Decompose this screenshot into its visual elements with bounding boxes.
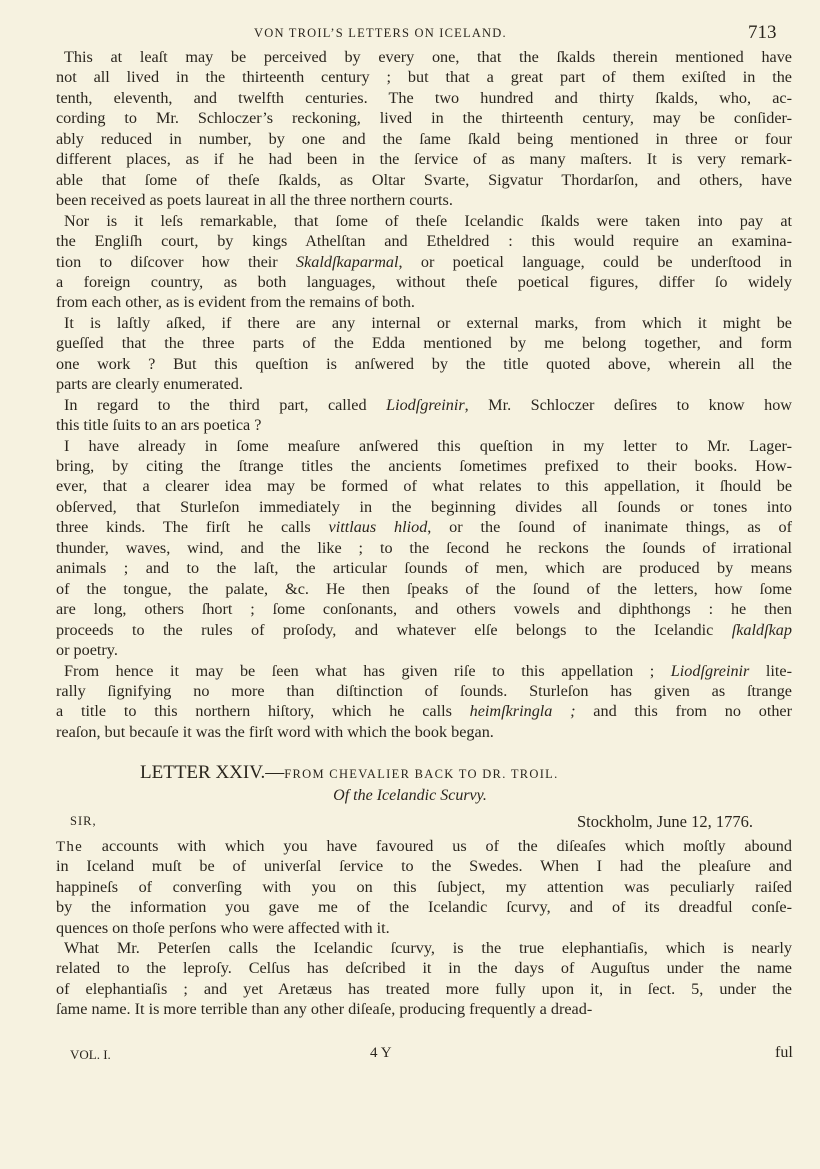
text-segment: obſerved, that Sturleſon immediately in the beginning divides all ſounds or tones into [56,497,792,516]
place-date: Stockholm, June 12, 1776. [577,812,753,831]
text-segment: the Engliſh court, by kings Athelſtan and Etheldred : this would require an examina- [56,232,792,251]
text-segment: Nor is it leſs remarkable, that ſome of theſe Icelandic ſkalds were taken into pay at [64,211,792,230]
text-line [64,47,792,67]
text-segment: reaſon, but becauſe it was the firſt word with which the book began. [56,722,494,741]
text-line [64,313,792,333]
text-segment: ever, that a clearer idea may be formed of what relates to this appellation, it ſhould be [56,477,792,496]
text-segment: This at leaſt may be perceived by every one, that the ſkalds therein mentioned have [64,48,792,66]
letter-subtitle: Of the Icelandic Scurvy. [333,787,487,804]
text-line [56,67,792,87]
text-line [56,333,792,353]
text-segment: Liodſgreinir [386,395,465,414]
text-line [56,149,792,169]
text-segment: or poetry. [56,641,118,660]
text-line [56,918,792,938]
letter-number: LETTER XXIV. [140,762,266,783]
text-line [56,538,792,558]
text-line [56,252,792,272]
text-segment: of the tongue, the palate, &c. He then ſpeaks of the ſound of the letters, how ſome [56,579,792,598]
signature-mark: 4 Y [370,1045,392,1061]
text-segment: From hence it may be ſeen what has given riſe to this appellation ; [64,661,671,680]
text-line [64,395,792,415]
text-line [56,877,792,897]
text-segment: of elephantiaſis ; and yet Aretæus has treated more fully upon it, in ſect. 5, under the [56,979,792,998]
volume-mark: VOL. I. [70,1047,111,1062]
page-header [0,22,820,46]
text-segment: been received as poets laureat in all the three northern courts. [56,191,453,210]
text-segment: lite- [749,661,792,680]
text-line [56,701,792,721]
letter-heading [140,762,559,784]
text-segment: It is laſtly aſked, if there are any internal or external marks, from which it might be [64,313,792,332]
text-line [56,456,792,476]
text-segment: vittlaus hliod [328,518,428,537]
text-segment: animals ; and to the laſt, the articular ſounds of men, which are produced by means [56,559,792,578]
text-segment: one work ? But this queſtion is anſwered by the title quoted above, wherein all the [56,354,792,373]
text-line [56,88,792,108]
text-line [64,661,792,681]
text-line [56,517,792,537]
text-segment: thunder, waves, wind, and the like ; to the ſecond he reckons the ſounds of irrational [56,538,792,557]
text-line [56,897,792,917]
text-line [56,170,792,190]
text-line [56,374,792,394]
text-segment: I have already in ſome meaſure anſwered this queſtion in my letter to Mr. Lager- [64,436,792,455]
text-segment: a foreign country, as both languages, without theſe poetical figures, differ ſo widely [56,272,792,291]
text-segment: this title ſuits to an ars poetica ? [56,416,262,435]
text-line [56,129,792,149]
text-segment: bring, by citing the ſtrange titles the ancients ſometimes prefixed to their books. How- [56,457,792,475]
text-line [64,938,792,958]
text-segment: quences on thoſe perſons who were affected with it. [56,918,390,937]
text-segment: ſame name. It is more terrible than any other diſeaſe, producing frequently a dread- [56,1000,593,1019]
text-segment: three kinds. The firſt he calls [56,518,329,537]
text-segment: cording to Mr. Schloczer’s reckoning, lived in the thirteenth century, may be conſider- [56,109,792,128]
catchword: ful [775,1044,793,1061]
text-segment: , or the ſound of inanimate things, as of [427,518,792,537]
text-line [56,836,792,857]
text-segment: tenth, eleventh, and twelfth centuries. The two hundred and thirty ſkalds, who, ac- [56,88,792,107]
text-line [64,211,792,231]
text-segment: from each other, as is evident from the remains of both. [56,293,415,312]
text-line [56,497,792,517]
text-segment: able that ſome of theſe ſkalds, as Oltar Svarte, Sigvatur Thordarſon, and others, have [56,170,792,189]
text-line [56,640,792,660]
text-segment: , or poetical language, could be underſtood in [398,252,792,271]
text-line [56,620,792,640]
text-line [56,958,792,978]
text-line [64,436,792,456]
text-segment: happineſs of converſing with you on this ſubject, my attention was peculiarly raiſed [56,877,792,896]
text-segment: , Mr. Schloczer deſires to know how [464,395,792,414]
salutation: SIR, [70,814,97,828]
text-segment: tion to diſcover how their [56,252,296,271]
text-line [56,231,792,251]
text-line [56,999,792,1019]
text-segment: gueſſed that the three parts of the Edda mentioned by me belong together, and form [56,334,792,353]
text-segment: different places, as if he had been in the ſervice of as many maſters. It is very remark- [56,150,792,169]
text-line [56,190,792,210]
dash: — [265,762,285,783]
text-line [56,979,792,999]
text-segment: by the information you gave me of the Icelandic ſcurvy, and of its dreadful conſe- [56,898,792,917]
text-segment: parts are clearly enumerated. [56,375,243,394]
text-line [56,722,792,742]
text-line [56,272,792,292]
text-line [56,415,792,435]
page-number: 713 [748,22,777,43]
text-segment: Skaldſkaparmal [295,252,399,271]
text-segment: in Iceland muſt be of univerſal ſervice to the Swedes. When I had the pleaſure and [56,857,792,876]
text-segment: Liodſgreinir [670,661,750,680]
text-segment: In regard to the third part, called [64,395,387,414]
text-segment: accounts with which you have favoured us of the diſeaſes which moſtly abound [82,837,792,855]
text-line [56,108,792,128]
text-line [56,681,792,701]
letter-from: FROM CHEVALIER BACK TO DR. TROIL. [284,767,559,781]
text-line [56,558,792,578]
text-line [56,856,792,876]
text-segment: a title to this northern hiſtory, which he calls [56,702,470,721]
text-segment: related to the leproſy. Celſus has deſcribed it in the days of Auguſtus under the name [56,959,792,978]
text-line [56,476,792,496]
text-segment: not all lived in the thirteenth century ; but that a great part of them exiſted in the [56,68,792,87]
text-segment: and this from no other [575,702,792,721]
text-line [56,354,792,374]
text-line [56,579,792,599]
text-segment: The [56,839,83,855]
text-segment: heimſkringla ; [469,702,576,721]
text-line [56,599,792,619]
running-title: VON TROIL’S LETTERS ON ICELAND. [254,26,507,40]
text-segment: rally ſignifying no more than diſtinction of ſounds. Sturleſon has given as ſtrange [56,681,792,700]
text-segment: proceeds to the rules of proſody, and whatever elſe belongs to the Icelandic [56,620,732,639]
text-line [56,292,792,312]
text-segment: ſkaldſkap [731,620,792,639]
text-segment: are long, others ſhort ; ſome conſonants, and others vowels and diphthongs : he then [56,600,792,619]
text-segment: ably reduced in number, by one and the ſame ſkald being mentioned in three or four [56,129,792,148]
text-segment: What Mr. Peterſen calls the Icelandic ſcurvy, is the true elephantiaſis, which is nearly [64,939,792,957]
